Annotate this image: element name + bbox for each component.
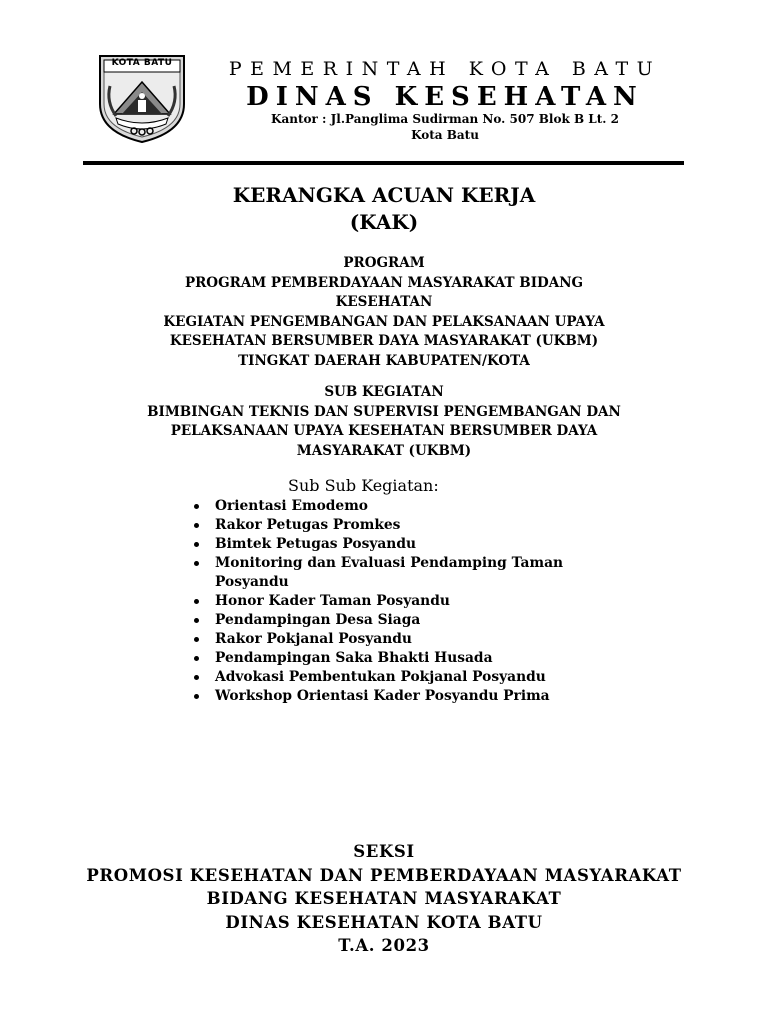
footer-line: PROMOSI KESEHATAN DAN PEMBERDAYAAN MASYARAKAT	[86, 865, 682, 885]
list-item	[190, 554, 660, 592]
program-section	[84, 254, 684, 371]
sub-kegiatan-heading: SUB KEGIATAN	[324, 384, 444, 400]
agency-name: DINAS KESEHATAN	[246, 82, 644, 112]
list-item-text: Posyandu	[215, 574, 289, 590]
list-item	[190, 497, 660, 516]
kota-batu-emblem-icon	[96, 52, 188, 144]
bullet-icon	[194, 675, 199, 680]
sub-sub-kegiatan-list	[190, 497, 660, 706]
footer-line: SEKSI	[353, 842, 415, 861]
bullet-icon	[194, 542, 199, 547]
fiscal-year: T.A. 2023	[338, 936, 430, 955]
bullet-icon	[194, 618, 199, 623]
program-line: TINGKAT DAERAH KABUPATEN/KOTA	[238, 352, 530, 369]
bullet-icon	[194, 637, 199, 642]
list-item-text: Workshop Orientasi Kader Posyandu Prima	[215, 688, 550, 704]
list-item-text: Advokasi Pembentukan Pokjanal Posyandu	[215, 669, 546, 685]
list-item	[190, 630, 660, 649]
sub-kegiatan-line: BIMBINGAN TEKNIS DAN SUPERVISI PENGEMBANGAN DAN	[147, 403, 621, 420]
list-item	[190, 611, 660, 630]
bullet-icon	[194, 523, 199, 528]
emblem-label: KOTA BATU	[111, 58, 173, 68]
letterhead-divider	[83, 161, 684, 165]
list-item-text: Monitoring dan Evaluasi Pendamping Taman	[215, 555, 564, 571]
list-item	[190, 649, 660, 668]
list-item-text: Rakor Petugas Promkes	[215, 517, 401, 533]
bullet-icon	[194, 656, 199, 661]
list-item	[190, 535, 660, 554]
footer-line: BIDANG KESEHATAN MASYARAKAT	[206, 889, 562, 908]
list-item-text: Honor Kader Taman Posyandu	[215, 593, 450, 609]
list-item-text: Pendampingan Saka Bhakti Husada	[215, 650, 493, 666]
sub-sub-kegiatan-heading: Sub Sub Kegiatan:	[288, 476, 439, 495]
list-item-text: Rakor Pokjanal Posyandu	[215, 631, 412, 647]
bullet-icon	[194, 504, 199, 509]
program-line: KEGIATAN PENGEMBANGAN DAN PELAKSANAAN UPAYA	[163, 313, 605, 330]
sub-kegiatan-section	[84, 383, 684, 461]
list-item-text: Pendampingan Desa Siaga	[215, 612, 421, 628]
list-item	[190, 668, 660, 687]
title-line-2: (KAK)	[349, 210, 419, 234]
program-line: KESEHATAN BERSUMBER DAYA MASYARAKAT (UKBM)	[169, 333, 599, 349]
sub-kegiatan-line: MASYARAKAT (UKBM)	[296, 442, 472, 459]
list-item	[190, 516, 660, 535]
list-item-text: Bimtek Petugas Posyandu	[215, 536, 416, 552]
program-line: PROGRAM PEMBERDAYAAN MASYARAKAT BIDANG	[184, 274, 584, 291]
letterhead	[0, 0, 768, 170]
bullet-icon	[194, 599, 199, 604]
program-line: KESEHATAN	[335, 294, 433, 310]
list-item	[190, 592, 660, 611]
sub-kegiatan-line: PELAKSANAAN UPAYA KESEHATAN BERSUMBER DAYA	[170, 423, 598, 439]
footer-line: DINAS KESEHATAN KOTA BATU	[225, 912, 543, 932]
bullet-icon	[194, 694, 199, 699]
list-item-text: Orientasi Emodemo	[215, 498, 369, 514]
document-title	[84, 182, 684, 236]
issuer-footer	[84, 840, 684, 958]
bullet-icon	[194, 561, 199, 566]
list-item	[190, 687, 660, 706]
title-line-1: KERANGKA ACUAN KERJA	[232, 183, 536, 207]
program-heading: PROGRAM	[343, 255, 425, 271]
office-address: Kantor : Jl.Panglima Sudirman No. 507 Blok B Lt. 2	[271, 112, 619, 126]
office-city: Kota Batu	[411, 128, 479, 142]
government-name: PEMERINTAH KOTA BATU	[228, 58, 662, 80]
